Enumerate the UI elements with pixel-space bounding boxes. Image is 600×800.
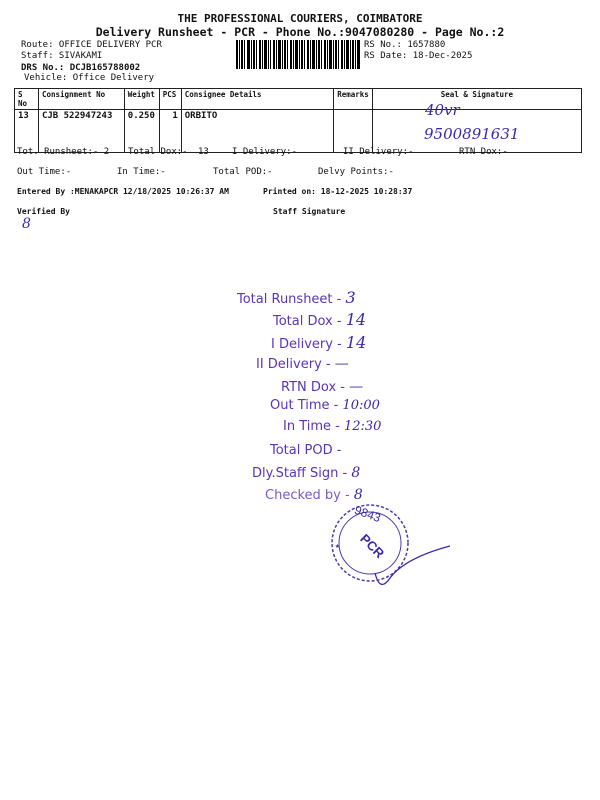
stamp-i-delivery: I Delivery - 14 <box>271 333 367 352</box>
svg-text:★: ★ <box>335 541 340 550</box>
seal-pcr: PCR <box>357 530 388 561</box>
total-dox-value: 13 <box>198 147 209 157</box>
stamp-rtn-dox: RTN Dox - — <box>281 379 364 395</box>
in-time-label: In Time:- <box>117 167 166 177</box>
col-consignee: Consignee Details <box>181 89 333 110</box>
cell-consignment: CJB 522947243 <box>38 110 124 153</box>
printed-on: Printed on: 18-12-2025 10:28:37 <box>263 187 413 196</box>
pcr-seal-stamp <box>325 498 455 598</box>
col-consignment: Consignment No <box>38 89 124 110</box>
stamp-total-pod: Total POD - <box>270 443 342 458</box>
staff-text: Staff: SIVAKAMI <box>21 51 103 61</box>
cell-sno: 13 <box>15 110 39 153</box>
col-remarks: Remarks <box>334 89 373 110</box>
runsheet-subtitle: Delivery Runsheet - PCR - Phone No.:9047080280 - Page No.:2 <box>95 25 505 39</box>
cell-weight: 0.250 <box>124 110 159 153</box>
col-sno: S No <box>15 89 39 110</box>
col-pcs: PCS <box>159 89 181 110</box>
out-time-label: Out Time:- <box>17 167 72 177</box>
handwritten-signature: 40vr <box>425 101 460 119</box>
handwritten-phone: 9500891631 <box>424 125 520 143</box>
tot-runsheet: Tot. Runsheet:- 2 <box>17 147 110 157</box>
col-seal: Seal & Signature <box>372 89 581 110</box>
verified-by-label: Verified By <box>17 207 70 216</box>
rtn-dox-label: RTN Dox:- <box>459 147 508 157</box>
stamp-checked-by: Checked by - 8 <box>265 487 363 503</box>
total-dox-label: Total Dox:- <box>128 147 188 157</box>
ii-delivery-label: II Delivery:- <box>343 147 414 157</box>
company-title: THE PROFESSIONAL COURIERS, COIMBATORE <box>177 12 423 25</box>
stamp-dly-staff-sign: Dly.Staff Sign - 8 <box>252 465 361 481</box>
rs-date: RS Date: 18-Dec-2025 <box>364 51 473 61</box>
stamp-total-runsheet: Total Runsheet - 3 <box>237 288 356 307</box>
stamp-out-time: Out Time - 10:00 <box>270 398 380 413</box>
rs-number: RS No.: 1657880 <box>364 40 446 50</box>
staff-signature-label: Staff Signature <box>273 207 346 216</box>
table-header-row <box>15 89 582 110</box>
drs-number: DRS No.: DCJB165788002 <box>21 63 141 73</box>
stamp-ii-delivery: II Delivery - — <box>256 356 349 372</box>
i-delivery-label: I Delivery:- <box>232 147 298 157</box>
delvy-points-label: Delvy Points:- <box>318 167 394 177</box>
col-weight: Weight <box>124 89 159 110</box>
stamp-in-time: In Time - 12:30 <box>283 419 382 434</box>
verified-initials: 8 <box>22 216 31 232</box>
runsheet-table <box>14 88 582 153</box>
total-pod-label: Total POD:- <box>213 167 273 177</box>
stamp-total-dox: Total Dox - 14 <box>273 310 367 329</box>
cell-consignee: ORBITO <box>181 110 333 153</box>
seal-number: 9843 <box>352 502 383 526</box>
barcode-image <box>236 40 360 69</box>
entered-by: Entered By :MENAKAPCR 12/18/2025 10:26:37 AM <box>17 187 229 196</box>
vehicle-text: Vehicle: Office Delivery <box>24 73 155 83</box>
cell-pcs: 1 <box>159 110 181 153</box>
route-text: Route: OFFICE DELIVERY PCR <box>21 40 162 50</box>
